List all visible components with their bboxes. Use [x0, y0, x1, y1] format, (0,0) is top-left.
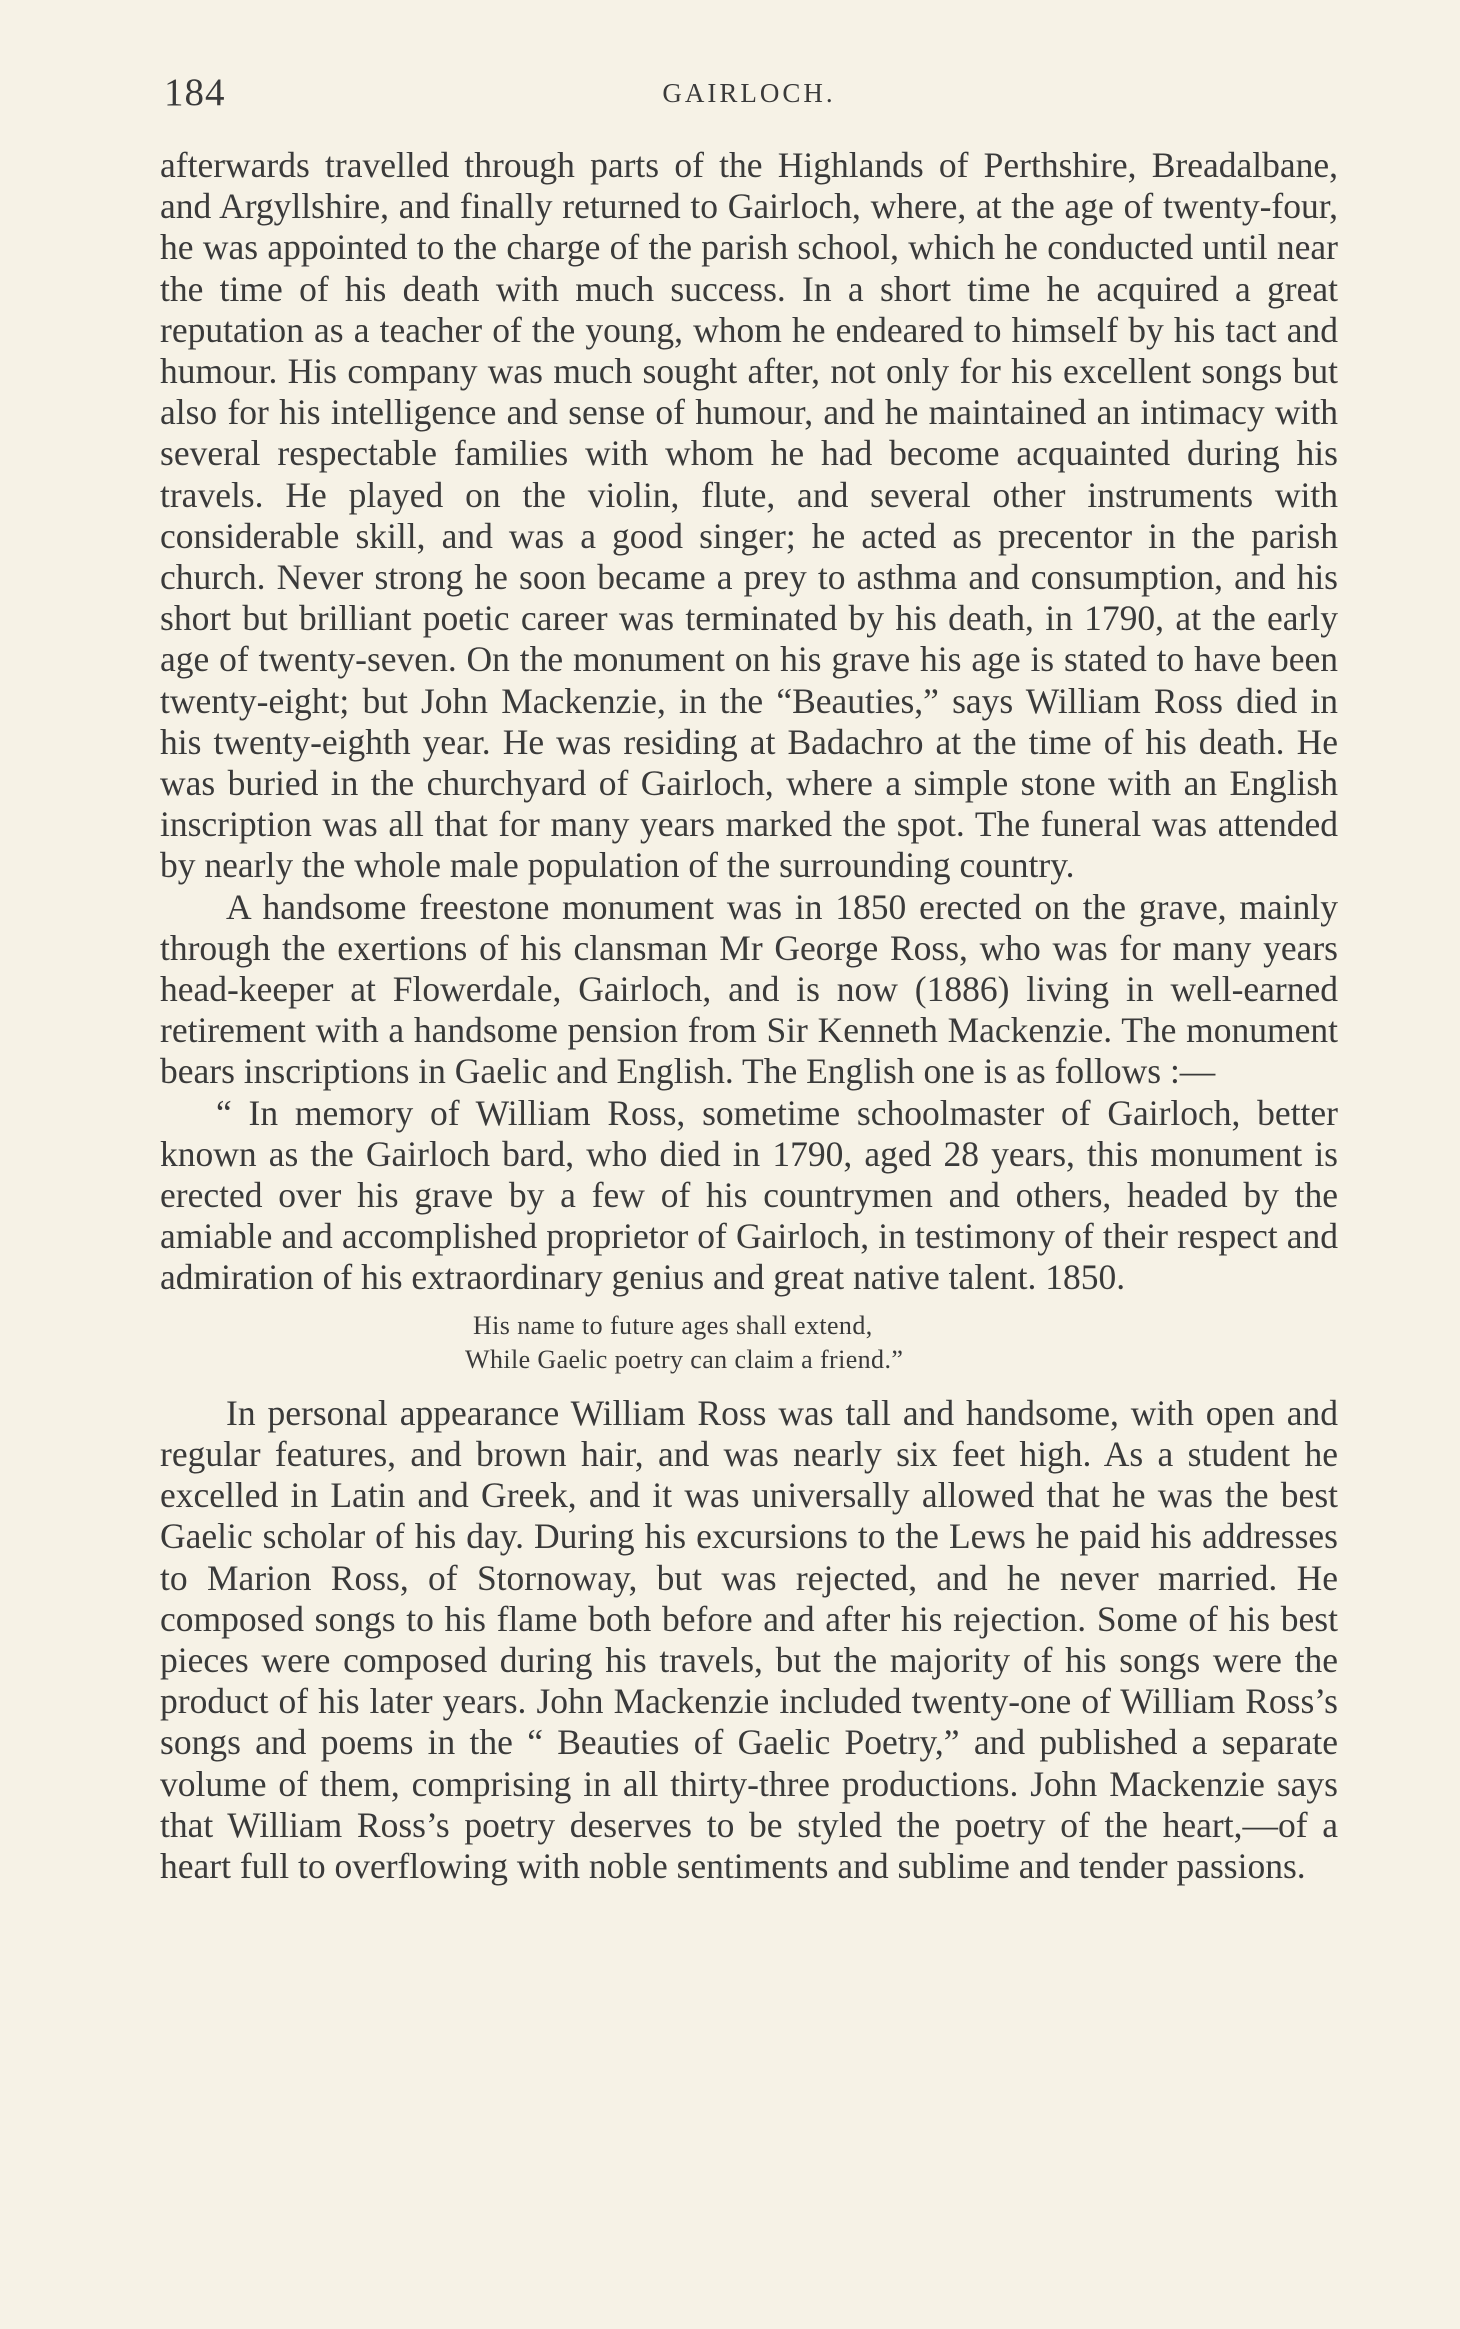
paragraph-inscription: “ In memory of William Ross, sometime schoolmaster of Gairloch, better known as the Gairloch bard, who died in 1790, aged 28 years, this monument is erected over his grave by a few of his countrymen and others, headed by the amiable and accomplished proprietor of Gairloch, in testimony of their respect and admiration of his extraordinary genius and great native talent. 1850. [160, 1092, 1338, 1298]
page-number: 184 [164, 71, 226, 114]
verse-line: His name to future ages shall extend, [473, 1310, 873, 1340]
running-head: GAIRLOCH. [662, 78, 836, 108]
verse-line: While Gaelic poetry can claim a friend.” [465, 1344, 904, 1374]
inscription-verse [160, 1309, 1338, 1377]
body-text [160, 145, 1338, 1887]
paragraph-appearance: In personal appearance William Ross was tall and handsome, with open and regular features, and brown hair, and was nearly six feet high. As a student he excelled in Latin and Greek, and it was universally allowed that he was the best Gaelic scholar of his day. During his excursions to the Lews he paid his addresses to Marion Ross, of Stornoway, but was rejected, and he never married. He composed songs to his flame both before and after his rejection. Some of his best pieces were composed during his travels, but the majority of his songs were the product of his later years. John Mackenzie included twenty-one of William Ross’s songs and poems in the “ Beauties of Gaelic Poetry,” and published a separate volume of them, comprising in all thirty-three productions. John Mackenzie says that William Ross’s poetry deserves to be styled the poetry of the heart,—of a heart full to overflowing with noble sentiments and sublime and tender passions. [160, 1392, 1338, 1886]
paragraph-continuation: afterwards travelled through parts of the Highlands of Perthshire, Breadalbane, and Argyllshire, and finally returned to Gairloch, where, at the age of twenty-four, he was appointed to the charge of the parish school, which he conducted until near the time of his death with much success. In a short time he acquired a great reputation as a teacher of the young, whom he endeared to himself by his tact and humour. His company was much sought after, not only for his excellent songs but also for his intelligence and sense of humour, and he maintained an intimacy with several respectable families with whom he had become acquainted during his travels. He played on the violin, flute, and several other instruments with considerable skill, and was a good singer; he acted as precentor in the parish church. Never strong he soon became a prey to asthma and consumption, and his short but brilliant poetic career was terminated by his death, in 1790, at the early age of twenty-seven. On the monument on his grave his age is stated to have been twenty-eight; but John Mackenzie, in the “Beauties,” says William Ross died in his twenty-eighth year. He was residing at Badachro at the time of his death. He was buried in the churchyard of Gairloch, where a simple stone with an English inscription was all that for many years marked the spot. The funeral was attended by nearly the whole male population of the surrounding country. [160, 145, 1338, 886]
page-header [160, 62, 1338, 122]
paragraph-monument: A handsome freestone monument was in 1850 erected on the grave, mainly through the exertions of his clansman Mr George Ross, who was for many years head-keeper at Flowerdale, Gairloch, and is now (1886) living in well-earned retirement with a handsome pension from Sir Kenneth Mackenzie. The monument bears inscriptions in Gaelic and English. The English one is as follows :— [160, 886, 1338, 1092]
